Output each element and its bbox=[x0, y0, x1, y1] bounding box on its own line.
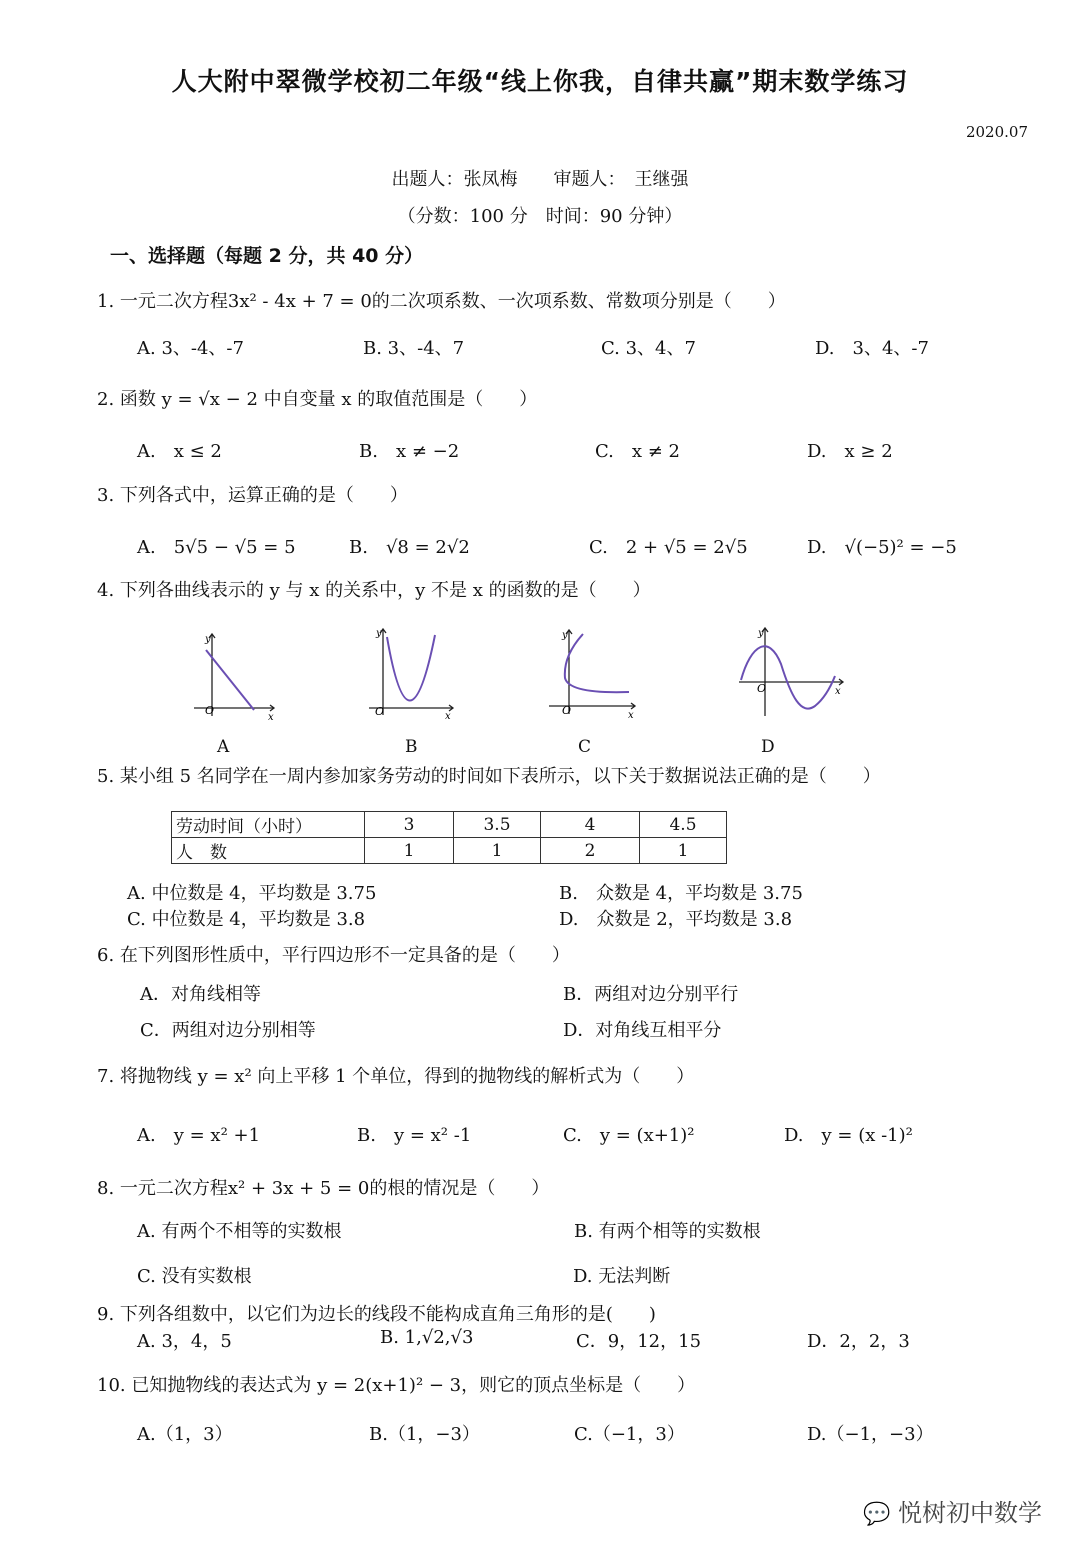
table-header: 劳动时间（小时） bbox=[172, 812, 365, 838]
table-header: 人 数 bbox=[172, 838, 365, 864]
graph-b-curve bbox=[387, 635, 435, 701]
q6-option-a: A．对角线相等 bbox=[140, 984, 261, 1005]
q4-label-a: A bbox=[217, 737, 230, 757]
q5-option-a: A. 中位数是 4，平均数是 3.75 bbox=[127, 883, 377, 904]
q4-label-b: B bbox=[405, 737, 418, 757]
q6-option-c: C．两组对边分别相等 bbox=[140, 1020, 316, 1041]
q7-option-b: B. y = x² -1 bbox=[357, 1125, 472, 1146]
q3-option-c: C. 2 + √5 = 2√5 bbox=[589, 537, 748, 558]
graph-c-x-label: x bbox=[628, 710, 634, 718]
q4-graph-a bbox=[190, 630, 280, 720]
q4-graph-b bbox=[365, 625, 460, 720]
q8-option-a: A. 有两个不相等的实数根 bbox=[137, 1221, 342, 1242]
watermark-text: 悦树初中数学 bbox=[898, 1499, 1042, 1527]
q2-option-b: B. x ≠ −2 bbox=[359, 441, 460, 462]
q4-graph-c bbox=[545, 626, 640, 718]
q1-option-a: A. 3、-4、-7 bbox=[137, 338, 244, 359]
graph-a-curve bbox=[206, 650, 254, 710]
score-time-line: （分数：100 分 时间：90 分钟） bbox=[397, 206, 683, 227]
q4-graph-d bbox=[735, 624, 850, 719]
q10-option-d: D.（−1，−3） bbox=[807, 1424, 934, 1445]
graph-b-origin: O bbox=[375, 705, 385, 718]
q3-stem: 3. 下列各式中，运算正确的是（ ） bbox=[97, 485, 408, 506]
graph-b-y-label: y bbox=[376, 628, 382, 639]
graph-c-curve bbox=[565, 634, 629, 692]
q3-option-a: A. 5√5 − √5 = 5 bbox=[137, 537, 296, 558]
graph-a-origin: O bbox=[205, 704, 215, 717]
q10-option-a: A.（1，3） bbox=[137, 1424, 233, 1445]
table-cell: 4.5 bbox=[640, 812, 727, 838]
graph-c-y-label: y bbox=[562, 630, 568, 641]
q9-option-b: B. 1,√2,√3 bbox=[380, 1327, 474, 1348]
graph-c-origin: O bbox=[562, 704, 572, 717]
graph-d-origin: O bbox=[757, 682, 767, 695]
q1-option-d: D. 3、4、-7 bbox=[815, 338, 929, 359]
q9-option-a: A. 3，4，5 bbox=[137, 1331, 232, 1352]
watermark bbox=[863, 1493, 1042, 1528]
q5-stem: 5. 某小组 5 名同学在一周内参加家务劳动的时间如下表所示，以下关于数据说法正确的是（ ） bbox=[97, 766, 881, 787]
q3-option-b: B. √8 = 2√2 bbox=[349, 537, 470, 558]
exam-date: 2020.07 bbox=[965, 123, 1028, 141]
q10-option-c: C.（−1，3） bbox=[574, 1424, 685, 1445]
q5-option-d: D. 众数是 2，平均数是 3.8 bbox=[559, 909, 793, 930]
q7-option-a: A. y = x² +1 bbox=[137, 1125, 261, 1146]
q4-stem: 4. 下列各曲线表示的 y 与 x 的关系中，y 不是 x 的函数的是（ ） bbox=[97, 580, 651, 601]
table-cell: 1 bbox=[640, 838, 727, 864]
q10-stem: 10. 已知抛物线的表达式为 y = 2(x+1)² − 3，则它的顶点坐标是（ ） bbox=[97, 1375, 696, 1396]
q2-option-d: D. x ≥ 2 bbox=[807, 441, 893, 462]
table-cell: 3 bbox=[365, 812, 454, 838]
q5-option-c: C. 中位数是 4，平均数是 3.8 bbox=[127, 909, 366, 930]
q2-option-a: A. x ≤ 2 bbox=[137, 441, 222, 462]
q8-option-d: D. 无法判断 bbox=[573, 1266, 671, 1287]
wechat-icon: 💬 bbox=[862, 1502, 891, 1527]
q1-option-b: B. 3、-4、7 bbox=[363, 338, 465, 359]
q6-stem: 6. 在下列图形性质中，平行四边形不一定具备的是（ ） bbox=[97, 945, 570, 966]
q6-option-d: D．对角线互相平分 bbox=[563, 1020, 722, 1041]
authors-line: 出题人：张凤梅 审题人： 王继强 bbox=[391, 169, 689, 190]
table-cell: 1 bbox=[454, 838, 541, 864]
q8-option-b: B. 有两个相等的实数根 bbox=[574, 1221, 761, 1242]
table-cell: 1 bbox=[365, 838, 454, 864]
q2-stem: 2. 函数 y = √x − 2 中自变量 x 的取值范围是（ ） bbox=[97, 389, 538, 410]
table-row bbox=[172, 812, 727, 838]
q4-label-d: D bbox=[761, 737, 775, 757]
q1-stem: 1. 一元二次方程3x² - 4x + 7 = 0的二次项系数、一次项系数、常数项分别是（ ） bbox=[97, 291, 786, 312]
table-cell: 3.5 bbox=[454, 812, 541, 838]
q7-stem: 7. 将抛物线 y = x² 向上平移 1 个单位，得到的抛物线的解析式为（ ） bbox=[97, 1066, 695, 1087]
q9-option-d: D．2，2，3 bbox=[807, 1331, 910, 1352]
graph-d-y-label: y bbox=[758, 628, 764, 639]
q9-stem: 9. 下列各组数中，以它们为边长的线段不能构成直角三角形的是( ) bbox=[97, 1304, 656, 1325]
q5-option-b: B. 众数是 4，平均数是 3.75 bbox=[559, 883, 803, 904]
q7-option-d: D. y = (x -1)² bbox=[784, 1125, 913, 1146]
q2-option-c: C. x ≠ 2 bbox=[595, 441, 680, 462]
q9-option-c: C．9，12，15 bbox=[576, 1331, 702, 1352]
table-cell: 4 bbox=[541, 812, 640, 838]
graph-b-x-label: x bbox=[445, 711, 451, 720]
graph-d-x-label: x bbox=[835, 686, 841, 697]
graph-a-x-label: x bbox=[268, 712, 274, 720]
q3-option-d: D. √(−5)² = −5 bbox=[807, 537, 957, 558]
page-title: 人大附中翠微学校初二年级“线上你我，自律共赢”期末数学练习 bbox=[171, 67, 909, 96]
table-row bbox=[172, 838, 727, 864]
q8-option-c: C. 没有实数根 bbox=[137, 1266, 252, 1287]
table-cell: 2 bbox=[541, 838, 640, 864]
q6-option-b: B．两组对边分别平行 bbox=[563, 984, 739, 1005]
q1-option-c: C. 3、4、7 bbox=[601, 338, 696, 359]
graph-d-curve bbox=[741, 646, 835, 708]
q7-option-c: C. y = (x+1)² bbox=[563, 1125, 695, 1146]
graph-a-y-label: y bbox=[205, 634, 211, 645]
q5-data-table bbox=[171, 811, 727, 864]
q4-label-c: C bbox=[578, 737, 592, 757]
section-heading: 一、选择题（每题 2 分，共 40 分） bbox=[110, 245, 424, 267]
q10-option-b: B.（1，−3） bbox=[369, 1424, 480, 1445]
q8-stem: 8. 一元二次方程x² + 3x + 5 = 0的根的情况是（ ） bbox=[97, 1178, 550, 1199]
